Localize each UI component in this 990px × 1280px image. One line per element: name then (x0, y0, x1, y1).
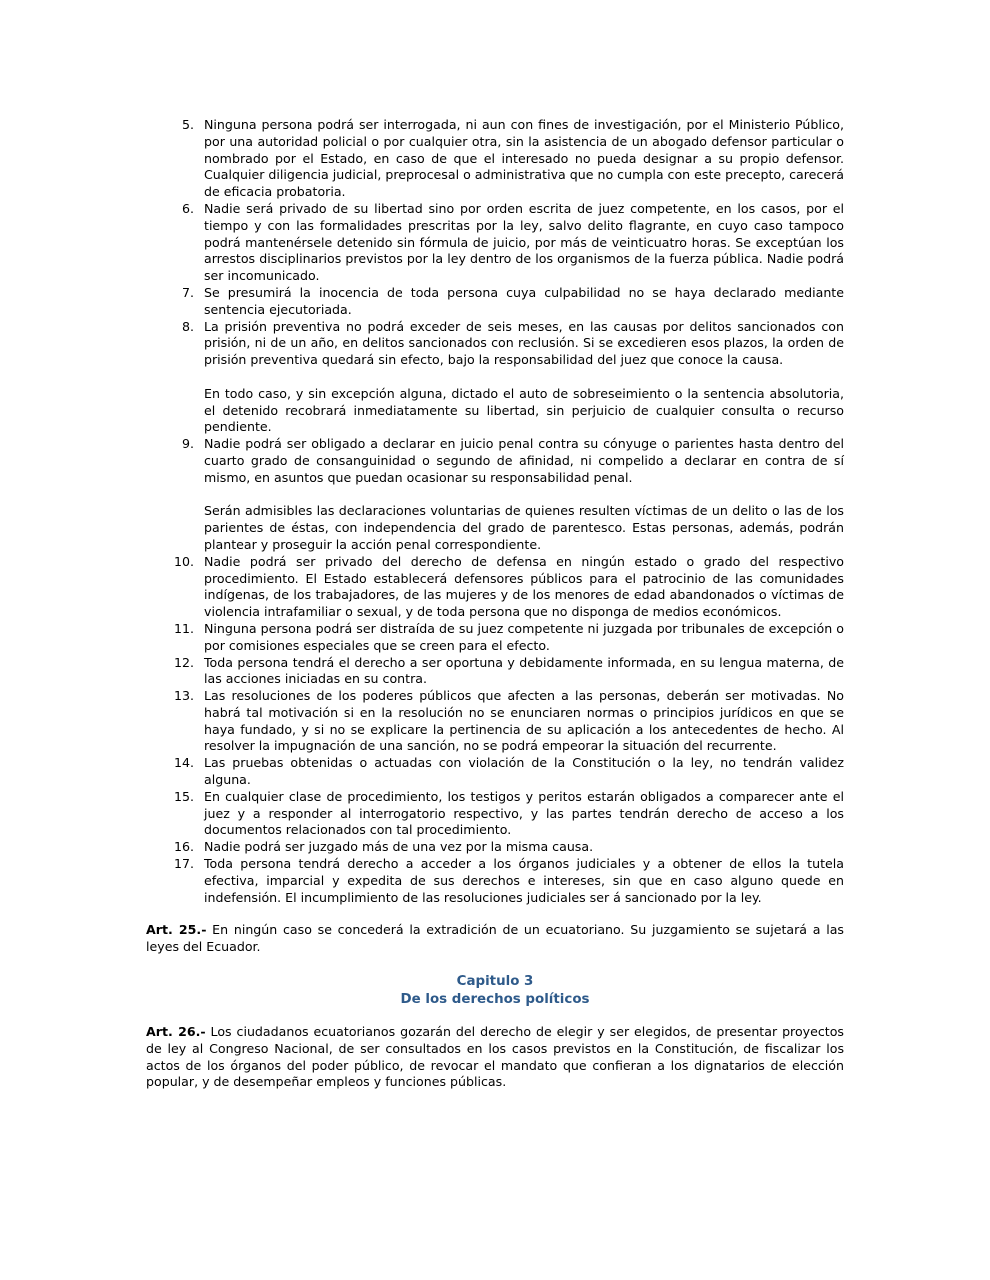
item-paragraph: Nadie podrá ser privado del derecho de defensa en ningún estado o grado del respectivo procedimiento. El Estado establecerá defensores públicos para el patrocinio de las comunidades indígenas, de los trabajadores, de las mujeres y de los menores de edad abandonados o víctimas de violencia intrafamiliar o sexual, y de toda persona que no disponga de medios económicos. (204, 553, 844, 620)
item-number: 12. (174, 654, 195, 670)
item-paragraph: Se presumirá la inocencia de toda persona cuya culpabilidad no se haya declarado mediante sentencia ejecutoriada. (204, 284, 844, 317)
item-paragraph: Ninguna persona podrá ser interrogada, ni aun con fines de investigación, por el Ministerio Público, por una autoridad policial o por cualquier otra, sin la asistencia de un abogado defensor particular o nombrado por el Estado, en caso de que el interesado no pueda designar a su propio defensor. Cualquier diligencia judicial, preprocesal o administrativa que no cumpla con este precepto, carecerá de eficacia probatoria. (204, 117, 844, 200)
article-25 (146, 922, 844, 956)
list-item (146, 755, 844, 789)
item-number: 13. (174, 688, 195, 704)
article-label: Art. 26.- (146, 1024, 206, 1040)
list-item (146, 839, 844, 856)
item-paragraph: En cualquier clase de procedimiento, los testigos y peritos estarán obligados a comparecer ante el juez y a responder al interrogatorio respectivo, y las partes tendrán derecho de acceso a los documentos relacionados con tal procedimiento. (204, 788, 844, 838)
item-paragraph: Las resoluciones de los poderes públicos que afecten a las personas, deberán ser motivadas. No habrá tal motivación si en la resolución no se enunciaren normas o principios jurídicos en que se haya fundado, y si no se explicare la pertinencia de su aplicación a los antecedentes de hecho. Al resolver la impugnación de una sanción, no se podrá empeorar la situación del recurrente. (204, 688, 844, 754)
chapter-heading (146, 973, 844, 1008)
list-item (146, 554, 844, 621)
article-text: Los ciudadanos ecuatorianos gozarán del derecho de elegir y ser elegidos, de presentar proyectos de ley al Congreso Nacional, de ser consultados en los casos previstos en la Constitución, de fiscalizar los actos de los órganos del poder público, de revocar el mandato que confieran a los dignatarios de elección popular, y de desempeñar empleos y funciones públicas. (146, 1024, 844, 1090)
list-item (146, 789, 844, 839)
item-paragraph: Toda persona tendrá derecho a acceder a los órganos judiciales y a obtener de ellos la tutela efectiva, imparcial y expedita de sus derechos e intereses, sin que en caso alguno quede en indefensión. El incumplimiento de las resoluciones judiciales ser á sancionado por la ley. (204, 856, 844, 905)
item-number: 15. (174, 788, 195, 804)
item-number: 8. (182, 318, 195, 334)
article-text: En ningún caso se concederá la extradición de un ecuatoriano. Su juzgamiento se sujetará a las leyes del Ecuador. (146, 922, 844, 955)
item-paragraph: Nadie podrá ser juzgado más de una vez por la misma causa. (204, 839, 594, 855)
article-label: Art. 25.- (146, 922, 207, 938)
item-number: 10. (174, 553, 195, 569)
article-26 (146, 1024, 844, 1091)
list-item (146, 688, 844, 755)
item-number: 5. (182, 117, 195, 132)
item-number: 6. (182, 200, 195, 216)
item-number: 11. (174, 620, 195, 636)
list-item (146, 621, 844, 655)
item-paragraph: Serán admisibles las declaraciones voluntarias de quienes resulten víctimas de un delito o las de los parientes de éstas, con independencia del grado de parentesco. Estas personas, además, podrán plantear y proseguir la acción penal correspondiente. (204, 503, 844, 552)
item-paragraph: Toda persona tendrá el derecho a ser oportuna y debidamente informada, en su lengua materna, de las acciones iniciadas en su contra. (204, 654, 844, 687)
item-number: 14. (174, 755, 195, 771)
item-paragraph: En todo caso, y sin excepción alguna, dictado el auto de sobreseimiento o la sentencia absolutoria, el detenido recobrará inmediatamente su libertad, sin perjuicio de cualquier consulta o recurso pendiente. (204, 385, 844, 435)
list-item (146, 436, 844, 554)
item-number: 7. (182, 284, 195, 300)
list-item (146, 319, 844, 437)
item-number: 17. (174, 856, 195, 872)
list-item (146, 285, 844, 319)
chapter-number: Capitulo 3 (456, 974, 534, 990)
document-page (146, 117, 844, 1091)
chapter-title: De los derechos políticos (400, 991, 590, 1007)
rights-list (146, 117, 844, 906)
item-paragraph: Ninguna persona podrá ser distraída de su juez competente ni juzgada por tribunales de excepción o por comisiones especiales que se creen para el efecto. (204, 620, 844, 653)
item-number: 9. (182, 436, 195, 452)
item-number: 16. (174, 839, 195, 855)
list-item (146, 856, 844, 906)
item-paragraph: Nadie será privado de su libertad sino por orden escrita de juez competente, en los casos, por el tiempo y con las formalidades prescritas por la ley, salvo delito flagrante, en cuyo caso tampoco podrá mantenérsele detenido sin fórmula de juicio, por más de veinticuatro horas. Se exceptúan los arrestos disciplinarios previstos por la ley dentro de los organismos de la fuerza pública. Nadie podrá ser incomunicado. (204, 200, 844, 284)
list-item (146, 201, 844, 285)
item-paragraph: La prisión preventiva no podrá exceder de seis meses, en las causas por delitos sancionados con prisión, ni de un año, en delitos sancionados con reclusión. Si se excedieren esos plazos, la orden de prisión preventiva quedará sin efecto, bajo la responsabilidad del juez que conoce la causa. (204, 318, 844, 368)
item-paragraph: Las pruebas obtenidas o actuadas con violación de la Constitución o la ley, no tendrán validez alguna. (204, 755, 844, 788)
list-item (146, 655, 844, 689)
item-paragraph: Nadie podrá ser obligado a declarar en juicio penal contra su cónyuge o parientes hasta dentro del cuarto grado de consanguinidad o segundo de afinidad, ni compelido a declarar en contra de sí mismo, en asuntos que puedan ocasionar su responsabilidad penal. (204, 436, 844, 485)
list-item (146, 117, 844, 201)
